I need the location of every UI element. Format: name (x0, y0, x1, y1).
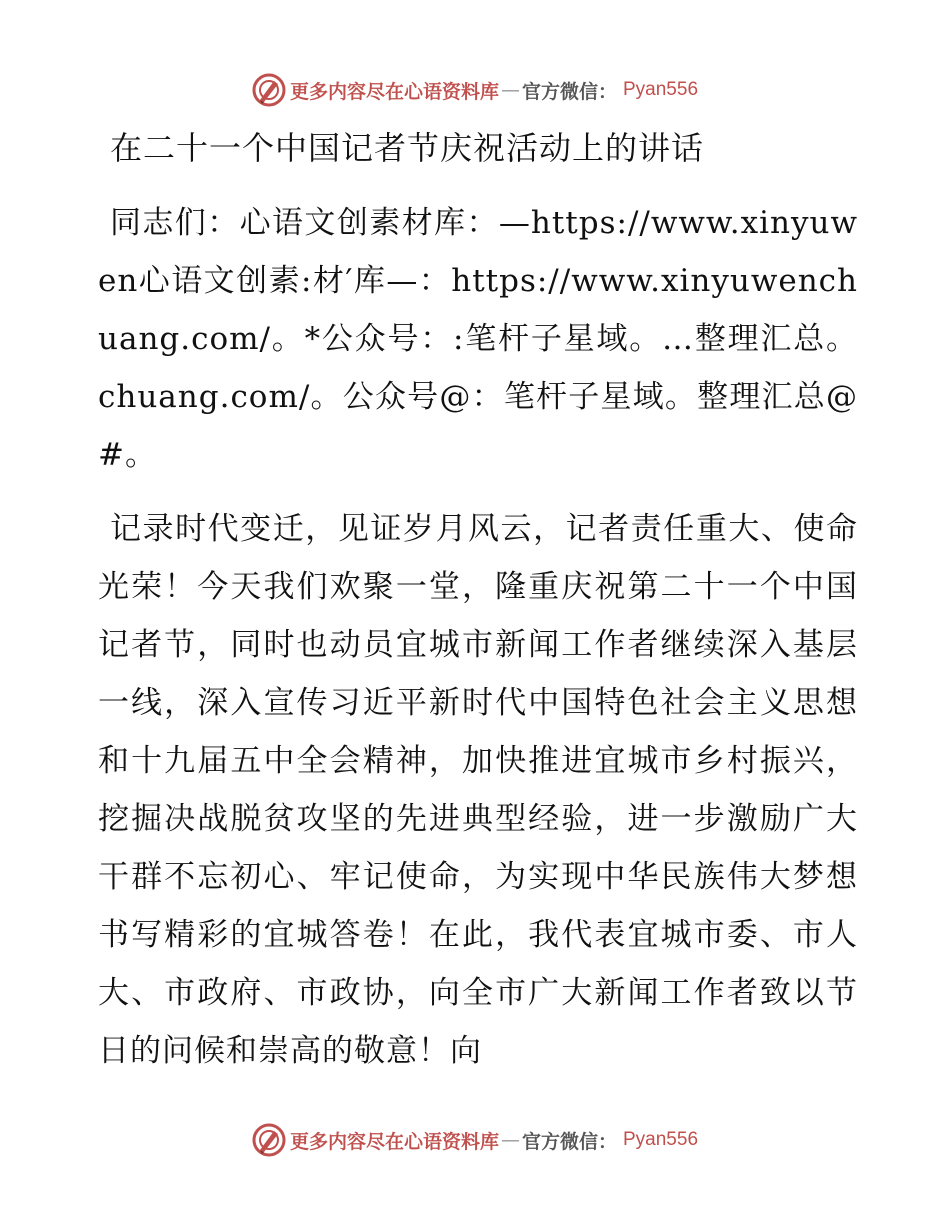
header-wechat-id: Pyan556 (623, 79, 699, 100)
header-official-label: 官方微信： (521, 80, 617, 103)
footer-brand-text: 更多内容尽在心语资料库 (289, 1130, 499, 1153)
footer-official-label: 官方微信： (521, 1130, 617, 1153)
body-text: 记录时代变迁，见证岁月风云，记者责任重大、使命光荣！今天我们欢聚一堂，隆重庆祝第二十一个中国记者节，同时也动员宜城市新闻工作者继续深入基层一线，深入宣传习近平新时代中国特色社会主义思想和十九届五中全会精神，加快推进宜城市乡村振兴，挖掘决战脱贫攻坚的先进典型经验，进一步激励广大干群不忘初心、牢记使命，为实现中华民族伟大梦想书写精彩的宜城答卷！在此，我代表宜城市委、市人大、市政府、市政协，向全市广大新闻工作者致以节日的问候和崇高的敬意！向 (98, 511, 858, 1069)
header-dash: — (500, 79, 520, 101)
salutation-paragraph (98, 194, 858, 484)
pen-logo-icon (252, 1123, 286, 1157)
header-banner (0, 70, 950, 110)
footer-banner (0, 1120, 950, 1160)
footer-wechat-id: Pyan556 (623, 1129, 699, 1150)
document-body (98, 118, 858, 1080)
pen-logo-icon (252, 73, 286, 107)
header-brand-text: 更多内容尽在心语资料库 (289, 80, 499, 103)
document-title: 在二十一个中国记者节庆祝活动上的讲话 (110, 129, 705, 167)
footer-dash: — (500, 1129, 520, 1151)
salutation-text: 同志们：心语文创素材库：—https://www.xinyuwen心语文创素:材′库—：https://www.xinyuwenchuang.com/。*公众号：:笔杆子星域。…整理汇总。chuang.com/。公众号@：笔杆子星域。整理汇总@#。 (98, 205, 858, 473)
body-paragraph (98, 500, 858, 1080)
